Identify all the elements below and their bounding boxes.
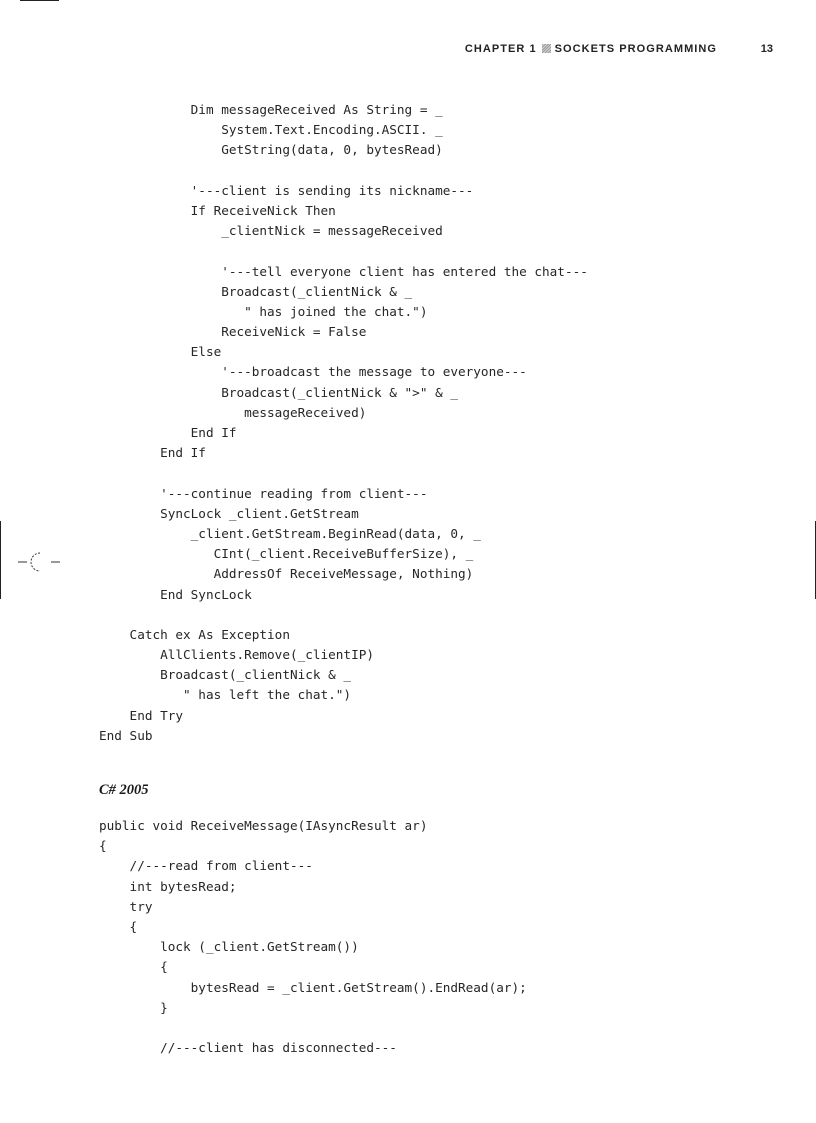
code-line: int bytesRead; (99, 878, 237, 894)
code-line: End SyncLock (99, 586, 252, 602)
code-line: AllClients.Remove(_clientIP) (99, 647, 374, 663)
code-line: End If (99, 445, 206, 461)
code-line: End Try (99, 707, 184, 723)
code-line: End Sub (99, 727, 153, 743)
registration-mark-icon (18, 551, 62, 575)
code-line: Dim messageReceived As String = _ (99, 102, 443, 117)
code-line: CInt(_client.ReceiveBufferSize), _ (99, 546, 474, 562)
chapter-number: CHAPTER 1 (464, 43, 537, 55)
code-line: //---client has disconnected--- (99, 1040, 397, 1056)
separator-square-icon (542, 44, 551, 53)
code-line (99, 241, 588, 261)
code-line: { (99, 959, 168, 975)
code-line (99, 605, 588, 625)
code-line: } (99, 999, 168, 1015)
code-line: _client.GetStream.BeginRead(data, 0, _ (99, 525, 481, 541)
code-line: '---tell everyone client has entered the chat--- (99, 263, 588, 279)
code-line (99, 1018, 527, 1038)
code-line: public void ReceiveMessage(IAsyncResult ar) (99, 818, 428, 833)
code-line: Catch ex As Exception (99, 626, 290, 642)
code-line: { (99, 918, 138, 934)
code-line: bytesRead = _client.GetStream().EndRead(ar); (99, 979, 527, 995)
code-line (99, 463, 588, 483)
code-line: lock (_client.GetStream()) (99, 939, 359, 955)
code-line: Else (99, 344, 222, 360)
section-heading-csharp: C# 2005 (99, 782, 149, 798)
code-line: System.Text.Encoding.ASCII. _ (99, 122, 443, 138)
crop-mark-left (0, 521, 1, 599)
code-line: { (99, 838, 107, 854)
code-line: AddressOf ReceiveMessage, Nothing) (99, 566, 474, 582)
page-number: 13 (760, 43, 773, 55)
code-line: SyncLock _client.GetStream (99, 505, 359, 521)
chapter-label (465, 43, 717, 55)
code-line: " has left the chat.") (99, 687, 352, 703)
code-line: try (99, 898, 153, 914)
code-line: _clientNick = messageReceived (99, 223, 443, 239)
running-head (430, 43, 773, 59)
code-line: messageReceived) (99, 404, 367, 420)
crop-mark-top (20, 0, 59, 1)
code-line: " has joined the chat.") (99, 303, 428, 319)
csharp-code-listing (99, 816, 527, 1058)
code-line: End If (99, 425, 237, 440)
code-line: Broadcast(_clientNick & _ (99, 667, 352, 683)
code-line: '---continue reading from client--- (99, 485, 428, 501)
code-line: If ReceiveNick Then (99, 202, 336, 218)
code-line: //---read from client--- (99, 858, 313, 874)
vb-code-listing (99, 100, 588, 746)
code-line: '---client is sending its nickname--- (99, 182, 474, 198)
code-line: Broadcast(_clientNick & _ (99, 283, 413, 299)
code-line: GetString(data, 0, bytesRead) (99, 142, 443, 158)
code-line: ReceiveNick = False (99, 324, 367, 340)
code-line (99, 161, 588, 181)
chapter-title: SOCKETS PROGRAMMING (554, 43, 717, 55)
code-line: '---broadcast the message to everyone--- (99, 364, 527, 380)
code-line: Broadcast(_clientNick & ">" & _ (99, 384, 459, 400)
